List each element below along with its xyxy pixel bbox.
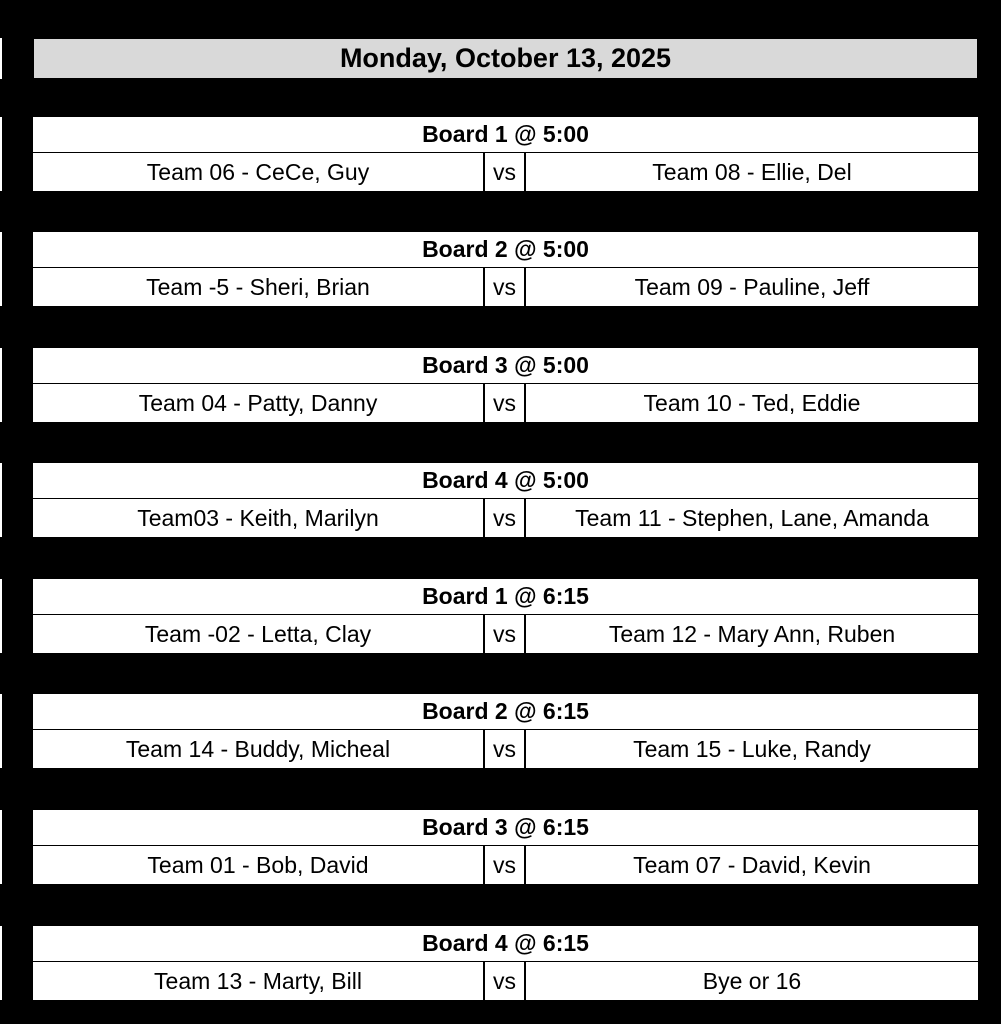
match-block [33,579,978,653]
board-time-label: Board 1 @ 6:15 [33,579,978,614]
team-a-cell: Team 06 - CeCe, Guy [33,153,483,191]
team-b-cell: Team 09 - Pauline, Jeff [526,268,978,306]
left-border-stub [0,463,2,537]
vs-cell: vs [485,384,524,422]
left-border-stub [0,348,2,422]
vs-cell: vs [485,730,524,768]
left-border-stub [0,810,2,884]
match-block [33,117,978,191]
teams-row [33,615,978,653]
teams-row [33,499,978,537]
board-time-label: Board 2 @ 5:00 [33,232,978,267]
team-b-cell: Team 08 - Ellie, Del [526,153,978,191]
left-border-stub [0,694,2,768]
left-border-stub [0,38,2,79]
team-a-cell: Team -5 - Sheri, Brian [33,268,483,306]
vs-cell: vs [485,499,524,537]
team-b-cell: Bye or 16 [526,962,978,1000]
vs-cell: vs [485,615,524,653]
match-block [33,694,978,768]
team-b-cell: Team 15 - Luke, Randy [526,730,978,768]
board-time-label: Board 4 @ 5:00 [33,463,978,498]
vs-cell: vs [485,846,524,884]
team-b-cell: Team 10 - Ted, Eddie [526,384,978,422]
vs-cell: vs [485,962,524,1000]
date-header: Monday, October 13, 2025 [33,38,978,79]
board-time-label: Board 3 @ 6:15 [33,810,978,845]
match-block [33,348,978,422]
board-time-label: Board 4 @ 6:15 [33,926,978,961]
vs-cell: vs [485,153,524,191]
match-block [33,463,978,537]
match-block [33,232,978,306]
board-time-label: Board 3 @ 5:00 [33,348,978,383]
teams-row [33,268,978,306]
team-a-cell: Team 01 - Bob, David [33,846,483,884]
board-time-label: Board 2 @ 6:15 [33,694,978,729]
left-border-stub [0,232,2,306]
teams-row [33,962,978,1000]
team-a-cell: Team 14 - Buddy, Micheal [33,730,483,768]
team-b-cell: Team 12 - Mary Ann, Ruben [526,615,978,653]
team-a-cell: Team -02 - Letta, Clay [33,615,483,653]
match-block [33,926,978,1000]
left-border-stub [0,926,2,1000]
team-a-cell: Team 13 - Marty, Bill [33,962,483,1000]
left-border-stub [0,117,2,191]
teams-row [33,384,978,422]
team-a-cell: Team03 - Keith, Marilyn [33,499,483,537]
teams-row [33,730,978,768]
left-border-stub [0,579,2,653]
teams-row [33,846,978,884]
team-a-cell: Team 04 - Patty, Danny [33,384,483,422]
board-time-label: Board 1 @ 5:00 [33,117,978,152]
vs-cell: vs [485,268,524,306]
team-b-cell: Team 11 - Stephen, Lane, Amanda [526,499,978,537]
team-b-cell: Team 07 - David, Kevin [526,846,978,884]
teams-row [33,153,978,191]
match-block [33,810,978,884]
